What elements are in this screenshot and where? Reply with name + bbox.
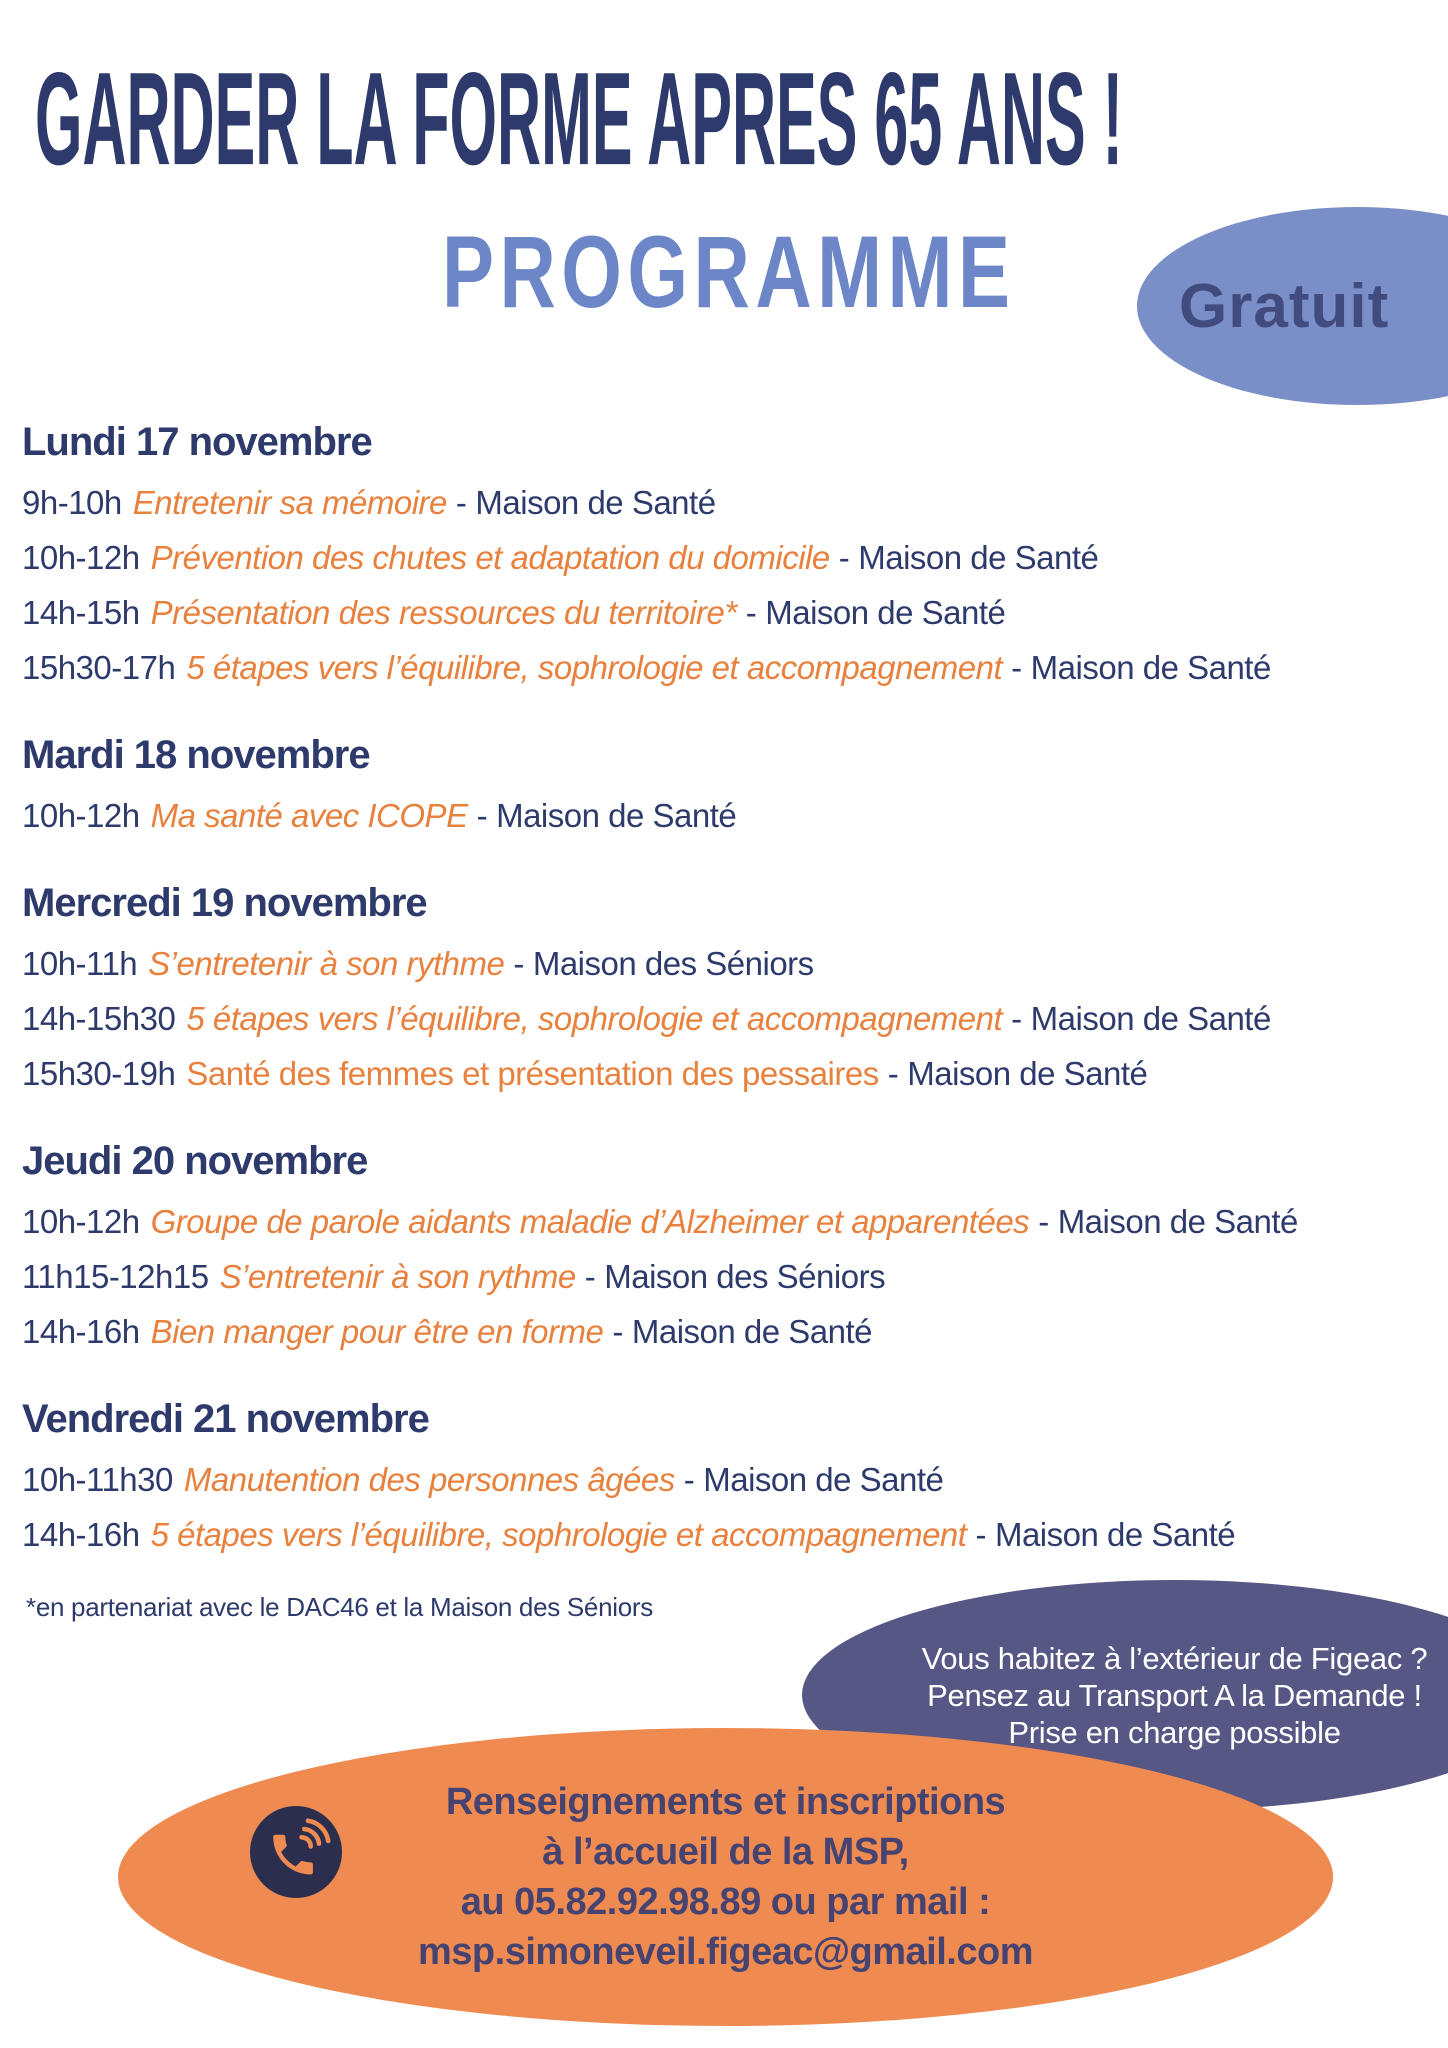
event-time: 15h30-17h bbox=[22, 649, 176, 686]
day-section bbox=[22, 420, 1442, 695]
event-separator: - bbox=[455, 484, 467, 521]
free-badge-label: Gratuit bbox=[1179, 271, 1390, 341]
event-time: 10h-11h30 bbox=[22, 1461, 173, 1498]
day-heading: Mardi 18 novembre bbox=[22, 733, 370, 777]
event-row bbox=[22, 991, 1442, 1046]
event-row bbox=[22, 1046, 1442, 1101]
event-separator: - bbox=[683, 1461, 695, 1498]
event-time: 14h-16h bbox=[22, 1313, 140, 1350]
event-activity: Manutention des personnes âgées bbox=[183, 1461, 675, 1498]
day-heading: Jeudi 20 novembre bbox=[22, 1139, 368, 1183]
event-separator: - bbox=[476, 797, 488, 834]
event-time: 9h-10h bbox=[22, 484, 122, 521]
contact-phone-line: au 05.82.92.98.89 ou par mail : bbox=[460, 1881, 991, 1923]
event-activity: 5 étapes vers l’équilibre, sophrologie et accompagnement bbox=[186, 1000, 1003, 1037]
page-subtitle: PROGRAMME bbox=[442, 215, 1016, 330]
day-section bbox=[22, 1139, 1442, 1359]
transport-line: Prise en charge possible bbox=[1008, 1714, 1341, 1750]
event-location: Maison de Santé bbox=[1030, 649, 1271, 686]
event-separator: - bbox=[1038, 1203, 1049, 1240]
day-section bbox=[22, 881, 1442, 1101]
event-location: Maison de Santé bbox=[496, 797, 737, 834]
event-location: Maison des Séniors bbox=[604, 1258, 886, 1295]
day-events bbox=[22, 936, 1442, 1101]
event-time: 11h15-12h15 bbox=[22, 1258, 209, 1295]
event-separator: - bbox=[887, 1055, 899, 1092]
event-location: Maison de Santé bbox=[907, 1055, 1148, 1092]
event-row bbox=[22, 1452, 1442, 1507]
event-separator: - bbox=[745, 594, 757, 631]
schedule bbox=[22, 420, 1442, 1600]
day-heading: Mercredi 19 novembre bbox=[22, 881, 427, 925]
day-events bbox=[22, 788, 1442, 843]
event-time: 14h-16h bbox=[22, 1516, 140, 1553]
transport-line: Vous habitez à l’extérieur de Figeac ? bbox=[921, 1640, 1428, 1676]
day-events bbox=[22, 1194, 1442, 1359]
event-row bbox=[22, 1249, 1442, 1304]
event-row bbox=[22, 788, 1442, 843]
contact-line: à l’accueil de la MSP, bbox=[542, 1831, 909, 1873]
event-time: 10h-12h bbox=[22, 539, 140, 576]
footnote: *en partenariat avec le DAC46 et la Maison des Séniors bbox=[26, 1592, 653, 1622]
event-activity: S’entretenir à son rythme bbox=[148, 945, 505, 982]
event-location: Maison de Santé bbox=[475, 484, 716, 521]
event-separator: - bbox=[1011, 649, 1022, 686]
event-activity: Santé des femmes et présentation des pessaires bbox=[186, 1055, 879, 1092]
event-time: 10h-12h bbox=[22, 797, 140, 834]
event-separator: - bbox=[513, 945, 524, 982]
transport-line: Pensez au Transport A la Demande ! bbox=[927, 1677, 1422, 1713]
event-row bbox=[22, 1194, 1442, 1249]
day-events bbox=[22, 475, 1442, 695]
day-section bbox=[22, 733, 1442, 843]
event-activity: Entretenir sa mémoire bbox=[132, 484, 447, 521]
event-separator: - bbox=[1011, 1000, 1022, 1037]
event-activity: S’entretenir à son rythme bbox=[219, 1258, 576, 1295]
event-time: 10h-12h bbox=[22, 1203, 140, 1240]
event-location: Maison de Santé bbox=[631, 1313, 873, 1350]
day-events bbox=[22, 1452, 1442, 1562]
event-activity: 5 étapes vers l’équilibre, sophrologie et accompagnement bbox=[150, 1516, 967, 1553]
event-location: Maison de Santé bbox=[765, 594, 1006, 631]
day-section bbox=[22, 1397, 1442, 1562]
free-badge bbox=[1137, 207, 1448, 405]
event-time: 10h-11h bbox=[22, 945, 138, 982]
event-separator: - bbox=[975, 1516, 986, 1553]
event-time: 14h-15h30 bbox=[22, 1000, 176, 1037]
event-activity: Ma santé avec ICOPE bbox=[150, 797, 468, 834]
event-location: Maison de Santé bbox=[1030, 1000, 1271, 1037]
event-row bbox=[22, 1304, 1442, 1359]
event-location: Maison des Séniors bbox=[532, 945, 814, 982]
event-separator: - bbox=[838, 539, 850, 576]
event-row bbox=[22, 936, 1442, 991]
day-heading: Lundi 17 novembre bbox=[22, 420, 372, 464]
day-heading: Vendredi 21 novembre bbox=[22, 1397, 429, 1441]
contact-line: Renseignements et inscriptions bbox=[445, 1781, 1006, 1823]
event-row bbox=[22, 1507, 1442, 1562]
event-activity: Bien manger pour être en forme bbox=[150, 1313, 604, 1350]
event-location: Maison de Santé bbox=[994, 1516, 1236, 1553]
contact-email-line: msp.simoneveil.figeac@gmail.com bbox=[418, 1931, 1033, 1973]
event-location: Maison de Santé bbox=[703, 1461, 944, 1498]
event-activity: Prévention des chutes et adaptation du domicile bbox=[150, 539, 830, 576]
event-activity: Groupe de parole aidants maladie d’Alzheimer et apparentées bbox=[150, 1203, 1030, 1240]
event-row bbox=[22, 475, 1442, 530]
event-time: 15h30-19h bbox=[22, 1055, 176, 1092]
event-separator: - bbox=[612, 1313, 623, 1350]
page-title: GARDER LA FORME APRES 65 ANS ! bbox=[35, 45, 1123, 194]
event-time: 14h-15h bbox=[22, 594, 140, 631]
event-row bbox=[22, 585, 1442, 640]
event-location: Maison de Santé bbox=[1057, 1203, 1298, 1240]
event-activity: 5 étapes vers l’équilibre, sophrologie et accompagnement bbox=[186, 649, 1003, 686]
event-location: Maison de Santé bbox=[858, 539, 1099, 576]
event-activity: Présentation des ressources du territoire* bbox=[150, 594, 737, 631]
event-row bbox=[22, 530, 1442, 585]
phone-icon bbox=[250, 1806, 342, 1898]
event-separator: - bbox=[584, 1258, 596, 1295]
event-row bbox=[22, 640, 1442, 695]
